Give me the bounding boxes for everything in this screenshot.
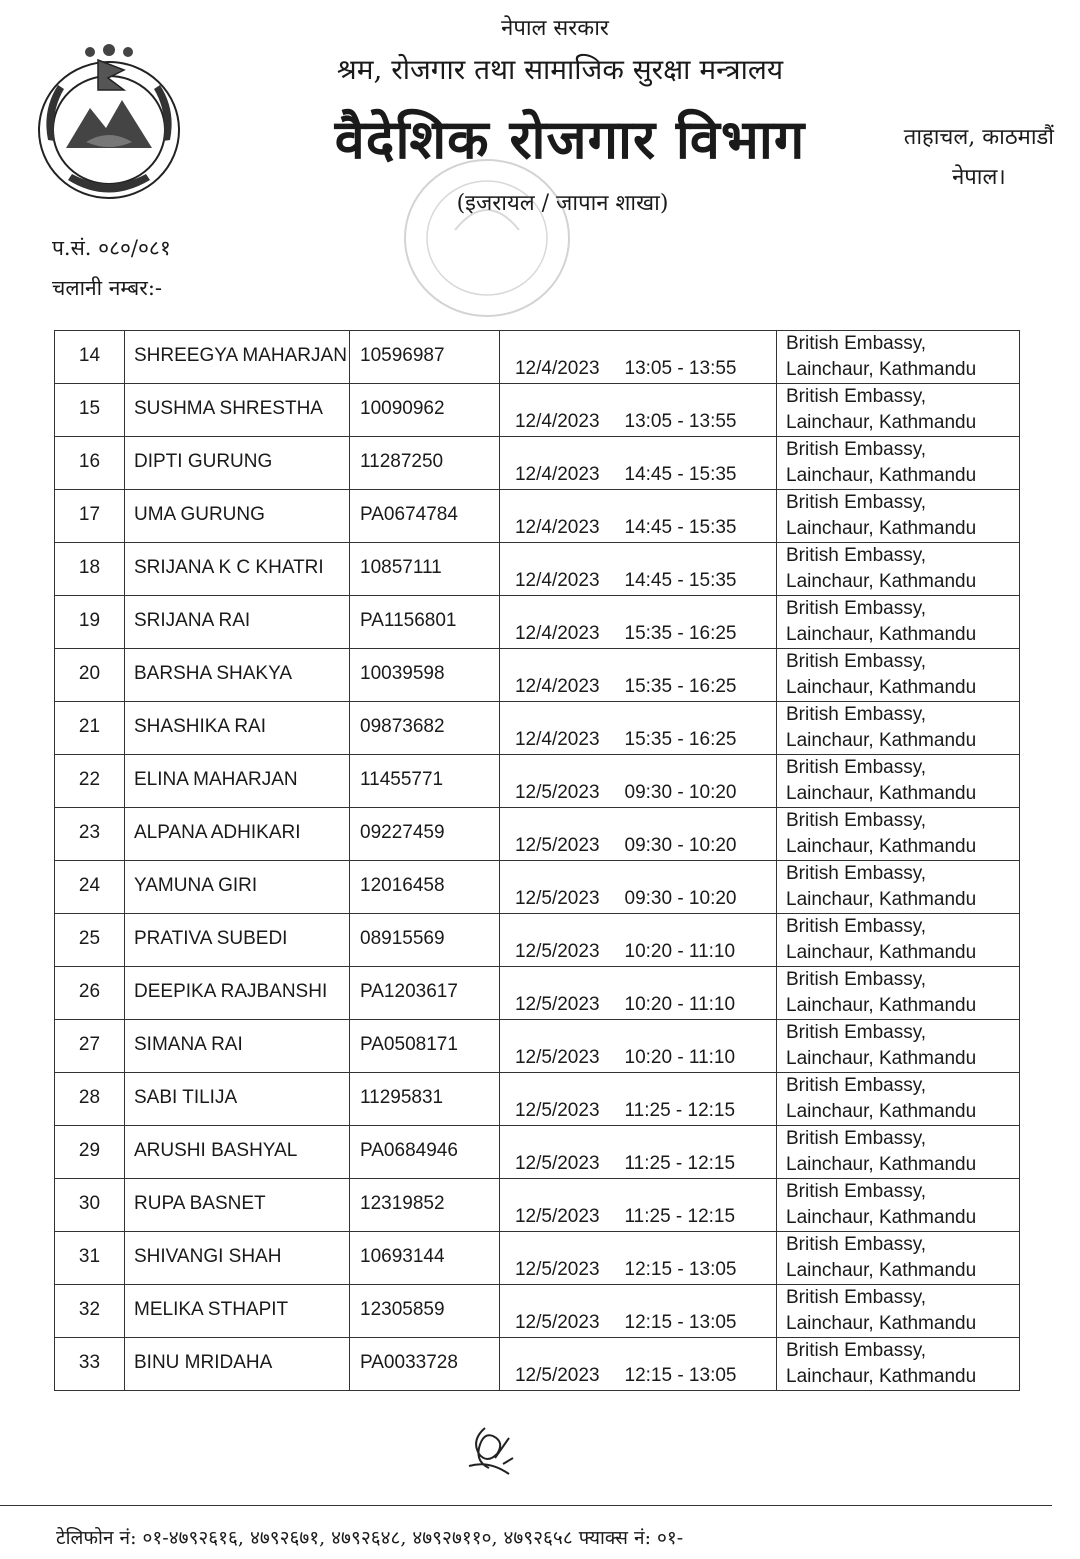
department-title: वैदेशिक रोजगार विभाग [334, 107, 806, 171]
time-cell: 14:45 - 15:35 [615, 490, 777, 543]
name-cell: UMA GURUNG [125, 490, 350, 543]
time-cell: 11:25 - 12:15 [615, 1126, 777, 1179]
name-cell: ARUSHI BASHYAL [125, 1126, 350, 1179]
ministry-title: श्रम, रोजगार तथा सामाजिक सुरक्षा मन्त्रालय [336, 53, 784, 86]
name-cell: SHIVANGI SHAH [125, 1232, 350, 1285]
venue-line-1: British Embassy, [786, 333, 927, 354]
fiscal-year: प.सं. ०८०/०८१ [52, 236, 171, 260]
venue-line-1: British Embassy, [786, 439, 927, 460]
time-cell: 12:15 - 13:05 [615, 1285, 777, 1338]
passport-cell: 09227459 [350, 808, 500, 861]
table-row [55, 1232, 1020, 1285]
time-cell: 15:35 - 16:25 [615, 596, 777, 649]
venue-line-1: British Embassy, [786, 810, 927, 831]
appointment-table [54, 330, 1019, 1391]
time-cell: 15:35 - 16:25 [615, 649, 777, 702]
date-cell: 12/4/2023 [500, 702, 615, 755]
name-cell: SIMANA RAI [125, 1020, 350, 1073]
serial-number-cell: 20 [55, 649, 125, 702]
passport-cell: PA0684946 [350, 1126, 500, 1179]
serial-number-cell: 16 [55, 437, 125, 490]
venue-line-1: British Embassy, [786, 1234, 927, 1255]
venue-line-1: British Embassy, [786, 757, 927, 778]
venue-line-2: Lainchaur, Kathmandu [786, 359, 977, 380]
date-cell: 12/4/2023 [500, 649, 615, 702]
name-cell: ELINA MAHARJAN [125, 755, 350, 808]
serial-number-cell: 30 [55, 1179, 125, 1232]
table-row [55, 437, 1020, 490]
venue-line-2: Lainchaur, Kathmandu [786, 518, 977, 539]
venue-line-1: British Embassy, [786, 704, 927, 725]
date-cell: 12/4/2023 [500, 384, 615, 437]
signature-icon [455, 1418, 525, 1480]
venue-cell [777, 384, 1020, 437]
serial-number-cell: 26 [55, 967, 125, 1020]
name-cell: SRIJANA RAI [125, 596, 350, 649]
passport-cell: PA0674784 [350, 490, 500, 543]
table-row [55, 1338, 1020, 1391]
venue-line-1: British Embassy, [786, 916, 927, 937]
date-cell: 12/4/2023 [500, 543, 615, 596]
serial-number-cell: 29 [55, 1126, 125, 1179]
passport-cell: PA1203617 [350, 967, 500, 1020]
date-cell: 12/4/2023 [500, 596, 615, 649]
venue-cell [777, 596, 1020, 649]
table-row [55, 543, 1020, 596]
table-row [55, 490, 1020, 543]
name-cell: YAMUNA GIRI [125, 861, 350, 914]
venue-cell [777, 1232, 1020, 1285]
table-row [55, 1285, 1020, 1338]
venue-line-2: Lainchaur, Kathmandu [786, 465, 977, 486]
venue-line-2: Lainchaur, Kathmandu [786, 836, 977, 857]
time-cell: 14:45 - 15:35 [615, 437, 777, 490]
time-cell: 11:25 - 12:15 [615, 1073, 777, 1126]
venue-cell [777, 331, 1020, 384]
date-cell: 12/5/2023 [500, 1073, 615, 1126]
serial-number-cell: 15 [55, 384, 125, 437]
table-row [55, 649, 1020, 702]
venue-line-1: British Embassy, [786, 1340, 927, 1361]
date-cell: 12/5/2023 [500, 1232, 615, 1285]
table-row [55, 861, 1020, 914]
venue-line-1: British Embassy, [786, 1287, 927, 1308]
serial-number-cell: 14 [55, 331, 125, 384]
venue-line-2: Lainchaur, Kathmandu [786, 571, 977, 592]
serial-number-cell: 19 [55, 596, 125, 649]
name-cell: BARSHA SHAKYA [125, 649, 350, 702]
table-row [55, 914, 1020, 967]
venue-cell [777, 1285, 1020, 1338]
passport-cell: PA0508171 [350, 1020, 500, 1073]
venue-line-1: British Embassy, [786, 1181, 927, 1202]
date-cell: 12/5/2023 [500, 808, 615, 861]
date-cell: 12/5/2023 [500, 1020, 615, 1073]
serial-number-cell: 21 [55, 702, 125, 755]
serial-number-cell: 33 [55, 1338, 125, 1391]
venue-line-1: British Embassy, [786, 651, 927, 672]
time-cell: 09:30 - 10:20 [615, 808, 777, 861]
table-row [55, 808, 1020, 861]
venue-line-2: Lainchaur, Kathmandu [786, 1154, 977, 1175]
table-row [55, 967, 1020, 1020]
venue-line-1: British Embassy, [786, 598, 927, 619]
serial-number-cell: 23 [55, 808, 125, 861]
date-cell: 12/5/2023 [500, 1285, 615, 1338]
venue-line-1: British Embassy, [786, 492, 927, 513]
venue-line-2: Lainchaur, Kathmandu [786, 1366, 977, 1387]
name-cell: DIPTI GURUNG [125, 437, 350, 490]
table-row [55, 1073, 1020, 1126]
date-cell: 12/4/2023 [500, 437, 615, 490]
table-row [55, 384, 1020, 437]
venue-cell [777, 1126, 1020, 1179]
passport-cell: PA1156801 [350, 596, 500, 649]
date-cell: 12/5/2023 [500, 1179, 615, 1232]
name-cell: SABI TILIJA [125, 1073, 350, 1126]
table-row [55, 702, 1020, 755]
address-line-1: ताहाचल, काठमाडौं [903, 125, 1054, 150]
time-cell: 10:20 - 11:10 [615, 914, 777, 967]
time-cell: 12:15 - 13:05 [615, 1338, 777, 1391]
venue-cell [777, 914, 1020, 967]
time-cell: 10:20 - 11:10 [615, 1020, 777, 1073]
date-cell: 12/5/2023 [500, 1126, 615, 1179]
name-cell: MELIKA STHAPIT [125, 1285, 350, 1338]
venue-cell [777, 437, 1020, 490]
venue-line-2: Lainchaur, Kathmandu [786, 995, 977, 1016]
passport-cell: 11295831 [350, 1073, 500, 1126]
venue-line-1: British Embassy, [786, 1128, 927, 1149]
serial-number-cell: 24 [55, 861, 125, 914]
office-address [904, 118, 1054, 198]
footer-contact: टेलिफोन नं: ०१-४७९२६१६, ४७९२६७१, ४७९२६४८, ४७९२७११०, ४७९२६५८ फ्याक्स नं: ०१- [56, 1527, 684, 1549]
venue-cell [777, 1020, 1020, 1073]
venue-cell [777, 649, 1020, 702]
name-cell: SRIJANA K C KHATRI [125, 543, 350, 596]
venue-line-2: Lainchaur, Kathmandu [786, 1260, 977, 1281]
venue-cell [777, 861, 1020, 914]
venue-line-2: Lainchaur, Kathmandu [786, 889, 977, 910]
passport-cell: 10857111 [350, 543, 500, 596]
venue-line-1: British Embassy, [786, 969, 927, 990]
date-cell: 12/5/2023 [500, 755, 615, 808]
office-stamp-icon [395, 150, 580, 325]
table-row [55, 1020, 1020, 1073]
venue-cell [777, 808, 1020, 861]
date-cell: 12/5/2023 [500, 861, 615, 914]
passport-cell: 09873682 [350, 702, 500, 755]
passport-cell: PA0033728 [350, 1338, 500, 1391]
venue-cell [777, 490, 1020, 543]
serial-number-cell: 17 [55, 490, 125, 543]
time-cell: 09:30 - 10:20 [615, 861, 777, 914]
venue-cell [777, 702, 1020, 755]
table-row [55, 1126, 1020, 1179]
venue-cell [777, 543, 1020, 596]
table-row [55, 596, 1020, 649]
time-cell: 15:35 - 16:25 [615, 702, 777, 755]
venue-cell [777, 1338, 1020, 1391]
passport-cell: 12305859 [350, 1285, 500, 1338]
name-cell: PRATIVA SUBEDI [125, 914, 350, 967]
passport-cell: 10693144 [350, 1232, 500, 1285]
passport-cell: 12319852 [350, 1179, 500, 1232]
venue-line-1: British Embassy, [786, 545, 927, 566]
serial-number-cell: 18 [55, 543, 125, 596]
venue-line-2: Lainchaur, Kathmandu [786, 1207, 977, 1228]
table-row [55, 755, 1020, 808]
passport-cell: 10039598 [350, 649, 500, 702]
serial-number-cell: 32 [55, 1285, 125, 1338]
serial-number-cell: 31 [55, 1232, 125, 1285]
name-cell: ALPANA ADHIKARI [125, 808, 350, 861]
table-row [55, 1179, 1020, 1232]
serial-number-cell: 27 [55, 1020, 125, 1073]
time-cell: 13:05 - 13:55 [615, 331, 777, 384]
venue-line-2: Lainchaur, Kathmandu [786, 412, 977, 433]
date-cell: 12/4/2023 [500, 490, 615, 543]
passport-cell: 10090962 [350, 384, 500, 437]
name-cell: SHASHIKA RAI [125, 702, 350, 755]
venue-line-1: British Embassy, [786, 863, 927, 884]
venue-line-2: Lainchaur, Kathmandu [786, 624, 977, 645]
table-row [55, 331, 1020, 384]
time-cell: 11:25 - 12:15 [615, 1179, 777, 1232]
venue-cell [777, 755, 1020, 808]
passport-cell: 10596987 [350, 331, 500, 384]
venue-line-2: Lainchaur, Kathmandu [786, 942, 977, 963]
venue-line-1: British Embassy, [786, 1022, 927, 1043]
venue-line-2: Lainchaur, Kathmandu [786, 1048, 977, 1069]
venue-line-1: British Embassy, [786, 386, 927, 407]
date-cell: 12/5/2023 [500, 1338, 615, 1391]
serial-number-cell: 28 [55, 1073, 125, 1126]
serial-number-cell: 22 [55, 755, 125, 808]
venue-cell [777, 1073, 1020, 1126]
dispatch-number: चलानी नम्बर:- [52, 276, 163, 300]
passport-cell: 11287250 [350, 437, 500, 490]
time-cell: 10:20 - 11:10 [615, 967, 777, 1020]
date-cell: 12/5/2023 [500, 914, 615, 967]
branch-title: (इजरायल / जापान शाखा) [456, 191, 669, 216]
serial-number-cell: 25 [55, 914, 125, 967]
name-cell: BINU MRIDAHA [125, 1338, 350, 1391]
time-cell: 12:15 - 13:05 [615, 1232, 777, 1285]
time-cell: 14:45 - 15:35 [615, 543, 777, 596]
venue-line-2: Lainchaur, Kathmandu [786, 1313, 977, 1334]
name-cell: SUSHMA SHRESTHA [125, 384, 350, 437]
time-cell: 13:05 - 13:55 [615, 384, 777, 437]
date-cell: 12/4/2023 [500, 331, 615, 384]
passport-cell: 11455771 [350, 755, 500, 808]
address-line-2: नेपाल। [952, 165, 1006, 190]
reference-block [52, 228, 171, 308]
venue-line-2: Lainchaur, Kathmandu [786, 1101, 977, 1122]
passport-cell: 08915569 [350, 914, 500, 967]
venue-cell [777, 1179, 1020, 1232]
time-cell: 09:30 - 10:20 [615, 755, 777, 808]
venue-line-2: Lainchaur, Kathmandu [786, 730, 977, 751]
venue-line-1: British Embassy, [786, 1075, 927, 1096]
government-title: नेपाल सरकार [501, 16, 609, 41]
venue-line-2: Lainchaur, Kathmandu [786, 783, 977, 804]
date-cell: 12/5/2023 [500, 967, 615, 1020]
name-cell: DEEPIKA RAJBANSHI [125, 967, 350, 1020]
name-cell: RUPA BASNET [125, 1179, 350, 1232]
footer-divider [0, 1505, 1052, 1506]
name-cell: SHREEGYA MAHARJAN [125, 331, 350, 384]
venue-cell [777, 967, 1020, 1020]
venue-line-2: Lainchaur, Kathmandu [786, 677, 977, 698]
passport-cell: 12016458 [350, 861, 500, 914]
